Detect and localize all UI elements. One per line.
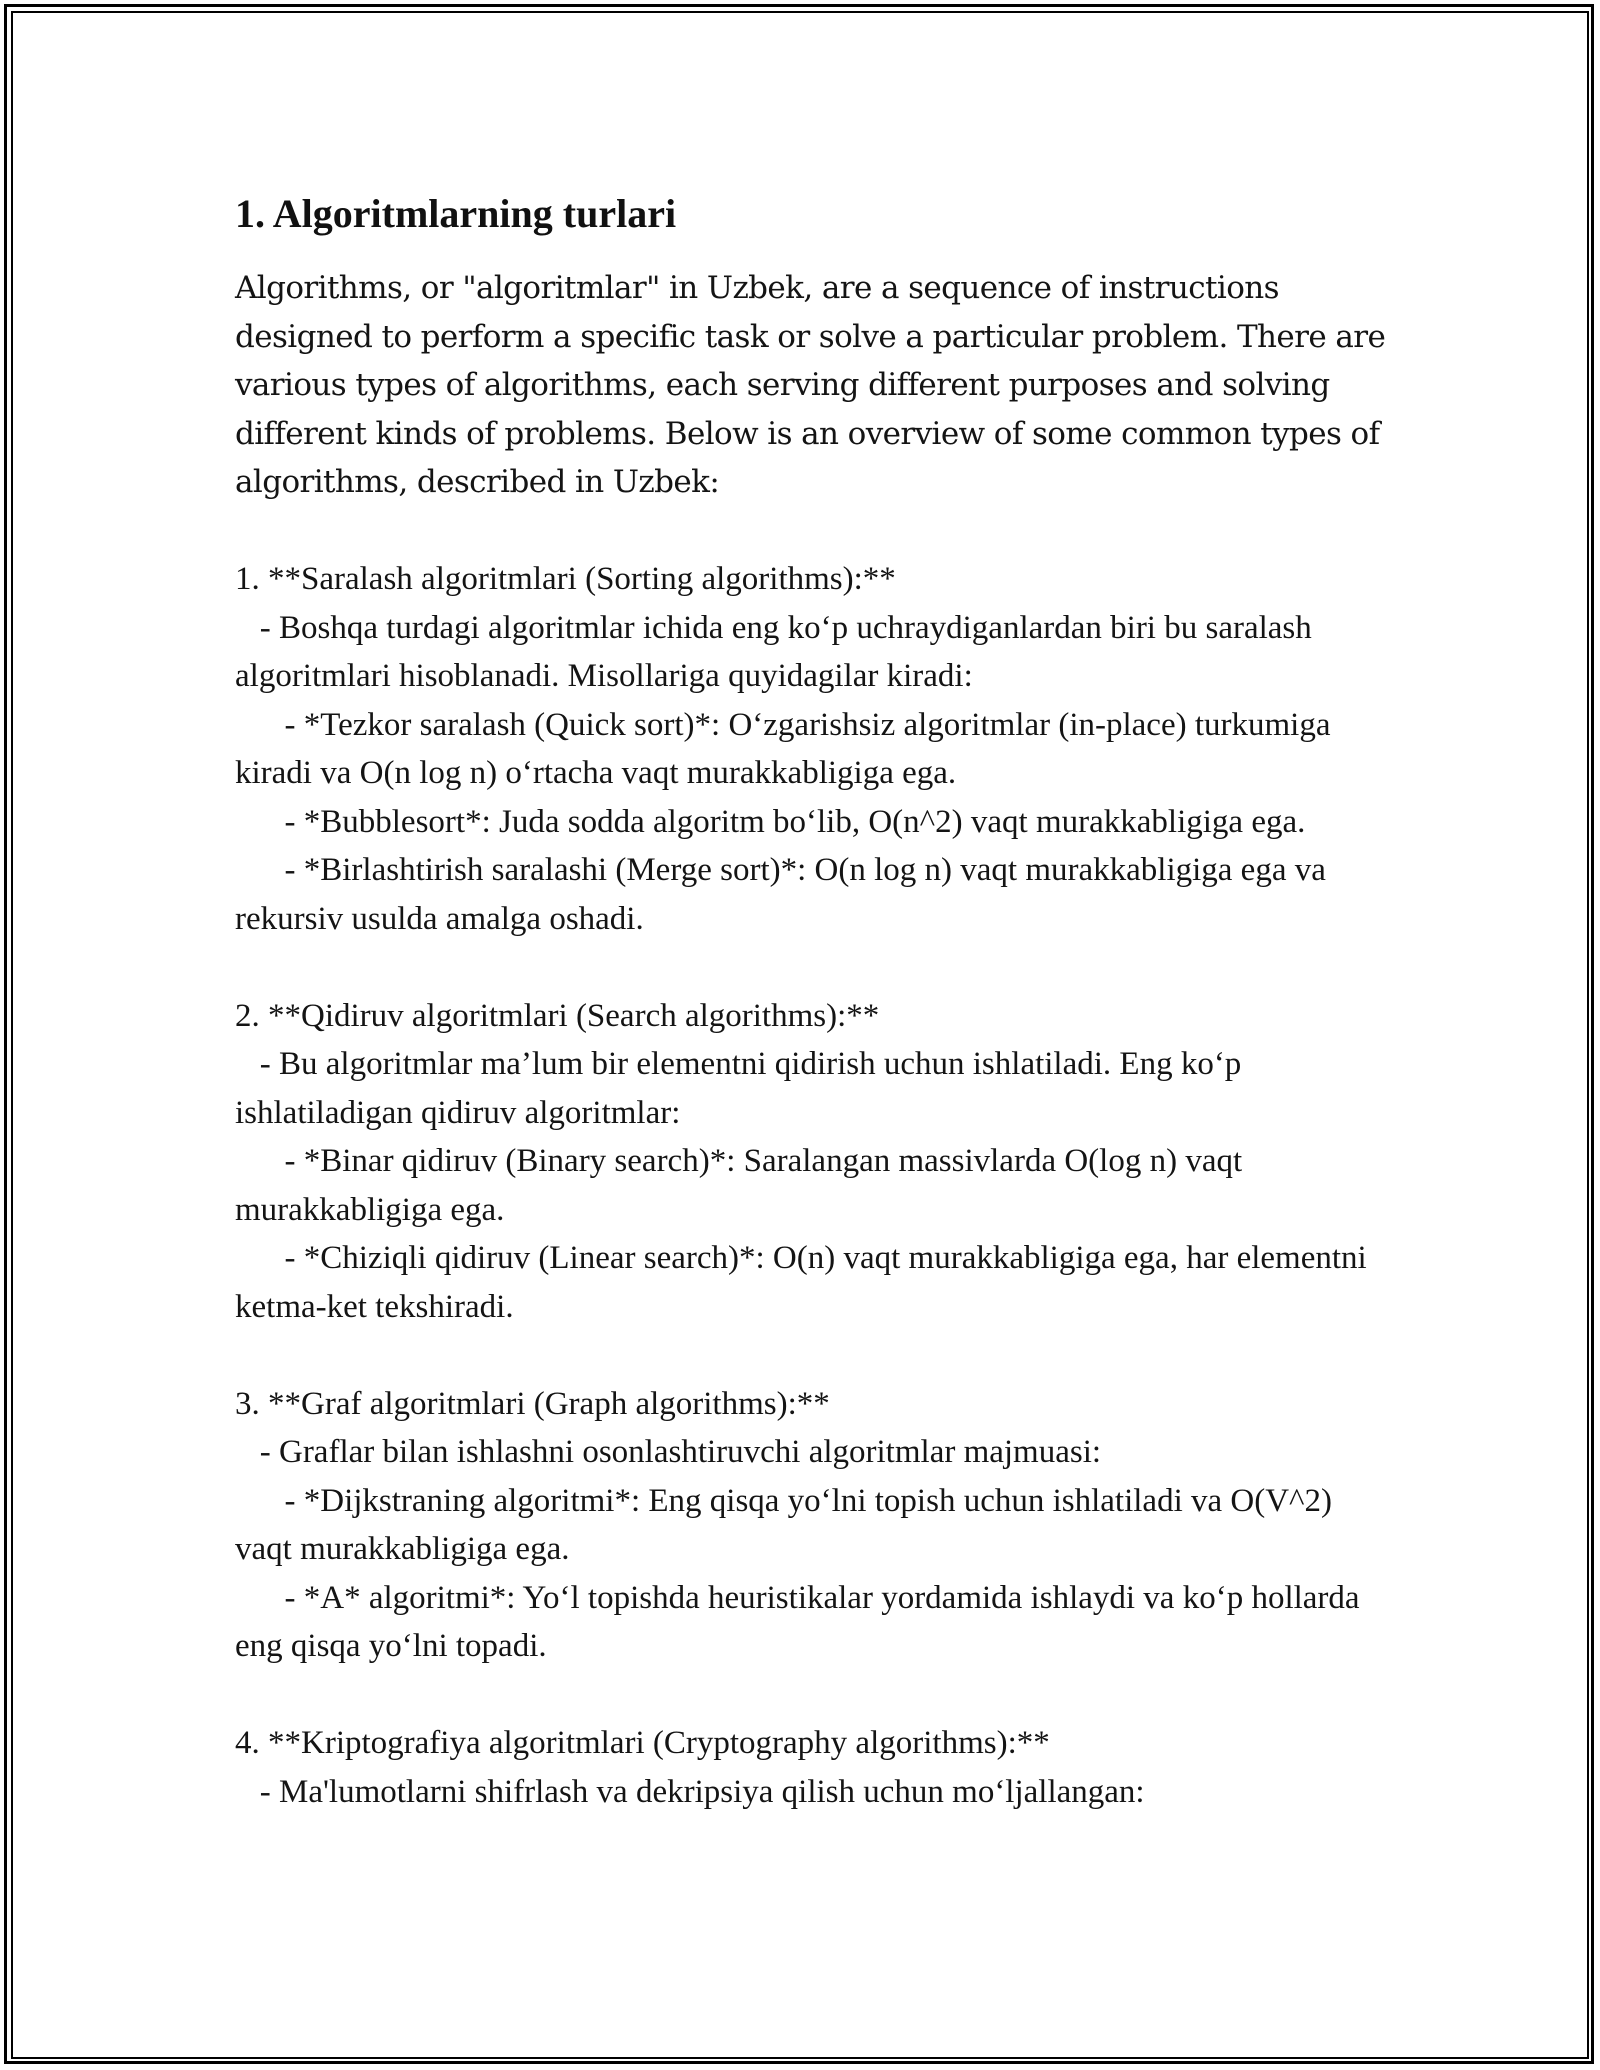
list-item: - *Birlashtirish saralashi (Merge sort)*: O(n log n) vaqt murakkabligiga ega va rekursiv usulda amalga oshadi. [235, 852, 1335, 937]
list-item: - *Tezkor saralash (Quick sort)*: O‘zgarishsiz algoritmlar (in-place) turkumiga kiradi va O(n log n) o‘rtacha vaqt murakkabligiga ega. [235, 706, 1339, 791]
intro-paragraph: Algorithms, or "algoritmlar" in Uzbek, are a sequence of instructions designed to perform a specific task or solve a particular problem. There are various types of algorithms, each serving different purposes and solving different kinds of problems. Below is an overview of some common types of algorithms, described in Uzbek: [235, 270, 1395, 500]
document-page [235, 188, 1395, 1816]
list-item: - Bu algoritmlar ma’lum bir elementni qidirish uchun ishlatiladi. Eng ko‘p ishlatiladigan qidiruv algoritmlar: [235, 1046, 1250, 1131]
list-item: - *A* algoritmi*: Yo‘l topishda heuristikalar yordamida ishlaydi va ko‘p hollarda eng qisqa yo‘lni topadi. [235, 1579, 1368, 1664]
list-item: - *Binar qidiruv (Binary search)*: Saralangan massivlarda O(log n) vaqt murakkabligiga ega. [235, 1143, 1251, 1228]
list-item: - Graflar bilan ishlashni osonlashtiruvchi algoritmlar majmuasi: [235, 1434, 1102, 1470]
spacer [235, 1671, 1395, 1720]
spacer [235, 1331, 1395, 1380]
spacer [235, 507, 1395, 556]
list-item: - *Dijkstraning algoritmi*: Eng qisqa yo‘lni topish uchun ishlatiladi va O(V^2) vaqt murakkabligiga ega. [235, 1482, 1341, 1567]
section-heading-sorting: 1. **Saralash algoritmlari (Sorting algorithms):** [235, 561, 896, 597]
list-item: - Ma'lumotlarni shifrlash va dekripsiya qilish uchun mo‘ljallangan: [235, 1773, 1145, 1810]
document-title: 1. Algoritmlarning turlari [235, 191, 677, 236]
section-heading-search: 2. **Qidiruv algoritmlari (Search algorithms):** [235, 997, 880, 1034]
list-item: - *Bubblesort*: Juda sodda algoritm bo‘lib, O(n^2) vaqt murakkabligiga ega. [235, 803, 1306, 840]
spacer [235, 943, 1395, 992]
section-heading-graph: 3. **Graf algoritmlari (Graph algorithms):** [235, 1385, 830, 1422]
list-item: - *Chiziqli qidiruv (Linear search)*: O(n) vaqt murakkabligiga ega, har elementni ketma-ket tekshiradi. [235, 1240, 1375, 1325]
section-heading-cryptography: 4. **Kriptografiya algoritmlari (Cryptography algorithms):** [235, 1725, 1050, 1761]
list-item: - Boshqa turdagi algoritmlar ichida eng ko‘p uchraydiganlardan biri bu saralash algoritmlari hisoblanadi. Misollariga quyidagilar kiradi: [235, 609, 1321, 694]
